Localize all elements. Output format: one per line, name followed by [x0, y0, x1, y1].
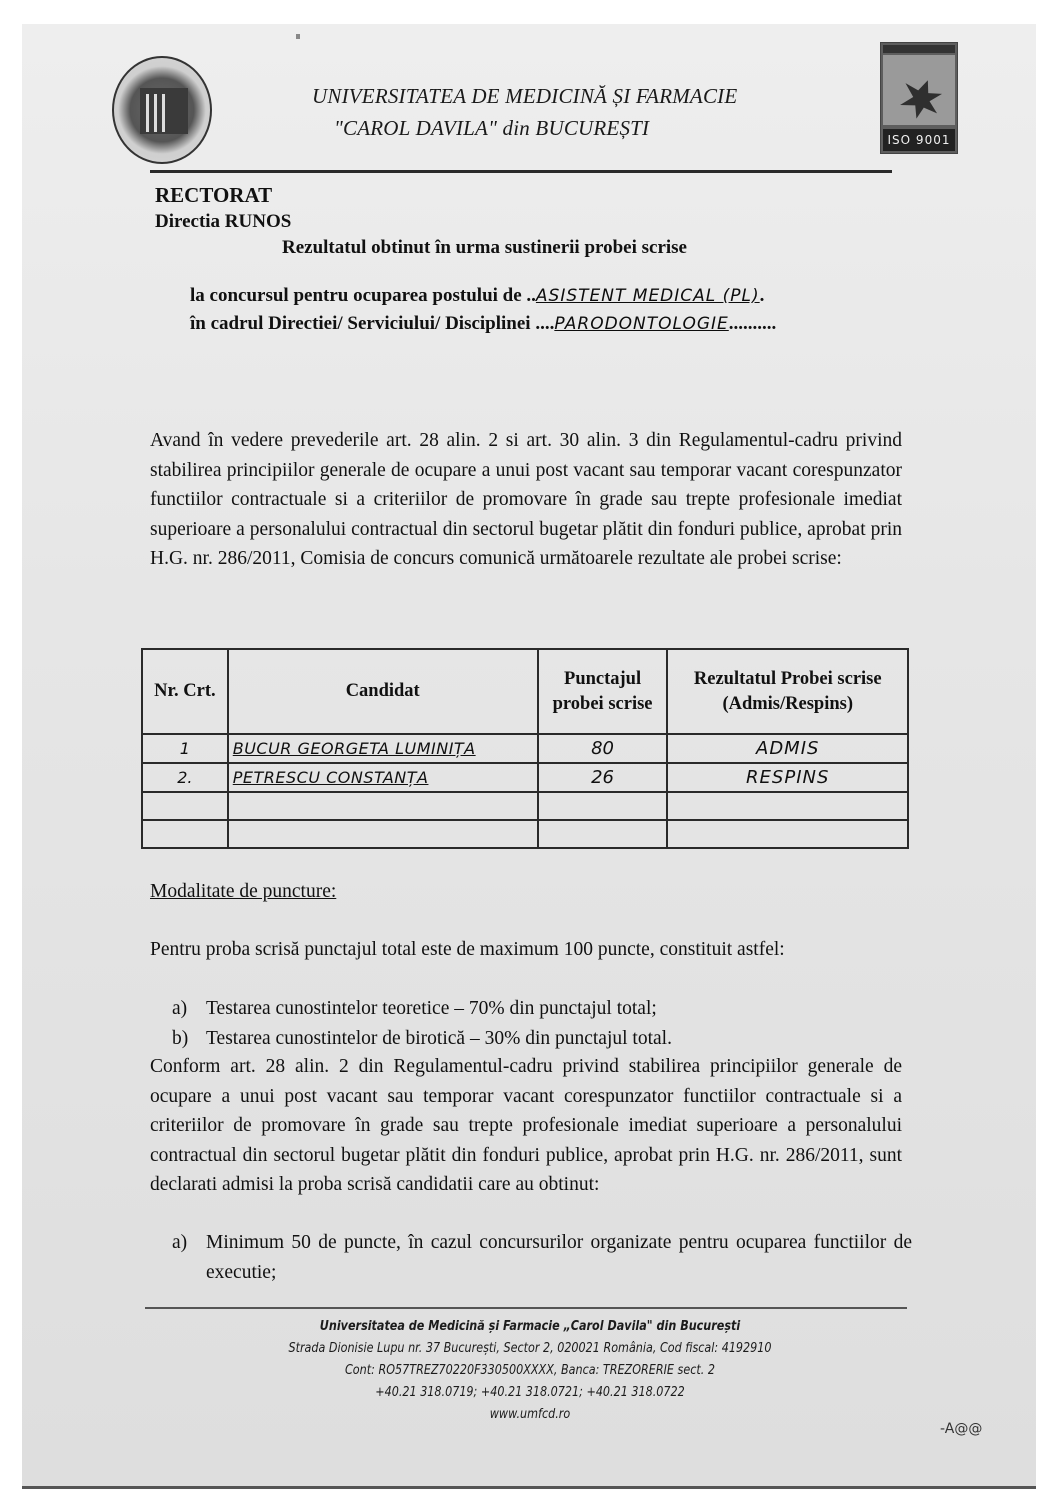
row-candidate: BUCUR GEORGETA LUMINIȚA	[228, 734, 538, 763]
header-score: Punctajul probei scrise	[538, 649, 668, 734]
iso-label: ISO 9001	[883, 129, 955, 151]
row-result	[667, 792, 908, 820]
admission-list	[172, 1228, 912, 1287]
header-candidate: Candidat	[228, 649, 538, 734]
cert-star-icon	[895, 73, 946, 124]
list-text: Testarea cunostintelor de birotică – 30% din punctajul total.	[206, 1027, 672, 1049]
row-candidate	[228, 792, 538, 820]
row-score	[538, 792, 668, 820]
post-label: la concursul pentru ocuparea postului de	[190, 285, 522, 306]
header-nr: Nr. Crt.	[142, 649, 228, 734]
footer-website: www.umfcd.ro	[489, 1407, 571, 1422]
header-result: Rezultatul Probei scrise (Admis/Respins)	[667, 649, 908, 734]
post-line: la concursul pentru ocuparea postului de ..ASISTENT MEDICAL (PL).	[190, 285, 765, 306]
admission-paragraph: Conform art. 28 alin. 2 din Regulamentul-cadru privind stabilirea principiilor generale de ocupare a unui post vacant sau temporar vacant corespunzator functiilor contractuale si a criteriilor de promovare în grade sau trepte profesionale imediat superioare a personalului contractual din sectorul bugetar plătit din fonduri publice, aprobat prin H.G. nr. 286/2011, sunt declarati admisi la proba scrisă candidatii care au obtinut:	[150, 1056, 902, 1195]
table-row	[142, 792, 908, 820]
directorate-field-label: în cadrul Directiei/ Serviciului/ Disciplinei	[190, 313, 531, 334]
row-result: ADMIS	[667, 734, 908, 763]
scan-speck	[296, 34, 300, 39]
footer-phones: +40.21 318.0719; +40.21 318.0721; +40.21 318.0722	[375, 1385, 685, 1400]
row-candidate	[228, 820, 538, 848]
table-row	[142, 820, 908, 848]
list-marker: a)	[172, 998, 188, 1019]
footer-institution: Universitatea de Medicină și Farmacie „Carol Davila" din București	[319, 1319, 741, 1334]
directorate-value: PARODONTOLOGIE	[554, 314, 729, 334]
list-item	[172, 1228, 912, 1287]
footer	[195, 1316, 866, 1426]
page-mark: -A@@	[940, 1421, 983, 1437]
row-nr: 2.	[142, 763, 228, 792]
table-row	[142, 763, 908, 792]
intro-paragraph: Avand în vedere prevederile art. 28 alin. 2 si art. 30 alin. 3 din Regulamentul-cadru privind stabilirea principiilor generale de ocupare a unui post vacant sau temporar vacant corespunzator functiilor contractuale si a criteriilor de promovare în grade sau trepte profesionale imediat superioare a personalului contractual din sectorul bugetar plătit din fonduri publice, aprobat prin H.G. nr. 286/2011, Comisia de concurs comunică următoarele rezultate ale probei scrise:	[150, 430, 902, 569]
university-name-line2: "CAROL DAVILA" din BUCUREȘTI	[334, 116, 650, 140]
footer-bank-account: Cont: RO57TREZ70220F330500XXXX, Banca: TREZORERIE sect. 2	[345, 1363, 715, 1378]
row-result	[667, 820, 908, 848]
list-item	[172, 1024, 912, 1054]
list-text: Minimum 50 de puncte, în cazul concursurilor organizate pentru ocuparea functiilor de executie;	[206, 1232, 912, 1283]
row-nr	[142, 820, 228, 848]
document-title: Rezultatul obtinut în urma sustinerii probei scrise	[282, 237, 687, 258]
row-score: 26	[538, 763, 668, 792]
footer-divider	[145, 1307, 907, 1309]
post-value: ASISTENT MEDICAL (PL)	[535, 286, 760, 306]
directorate-label: Directia RUNOS	[155, 211, 292, 232]
department-label: RECTORAT	[155, 183, 273, 207]
university-name-line1: UNIVERSITATEA DE MEDICINĂ ȘI FARMACIE	[312, 84, 738, 108]
scoring-heading: Modalitate de puncture:	[150, 881, 337, 902]
row-nr	[142, 792, 228, 820]
results-table	[141, 648, 909, 849]
row-score	[538, 820, 668, 848]
directorate-line: în cadrul Directiei/ Serviciului/ Disciplinei ....PARODONTOLOGIE..........	[190, 313, 777, 334]
university-name	[312, 80, 832, 144]
table-header-row	[142, 649, 908, 734]
scoring-paragraph: Pentru proba scrisă punctajul total este de maximum 100 puncte, constituit astfel:	[150, 939, 785, 960]
footer-address: Strada Dionisie Lupu nr. 37 București, Sector 2, 020021 România, Cod fiscal: 4192910	[288, 1341, 772, 1356]
row-nr: 1	[142, 734, 228, 763]
scoring-list	[172, 994, 912, 1053]
iso-certification-badge	[880, 42, 958, 154]
list-item	[172, 994, 912, 1024]
list-marker: b)	[172, 1027, 189, 1049]
row-score: 80	[538, 734, 668, 763]
row-candidate: PETRESCU CONSTANȚA	[228, 763, 538, 792]
list-text: Testarea cunostintelor teoretice – 70% din punctajul total;	[206, 998, 657, 1019]
table-row	[142, 734, 908, 763]
header-divider	[150, 170, 892, 173]
row-result: RESPINS	[667, 763, 908, 792]
university-seal-icon	[112, 56, 212, 164]
list-marker: a)	[172, 1232, 188, 1253]
